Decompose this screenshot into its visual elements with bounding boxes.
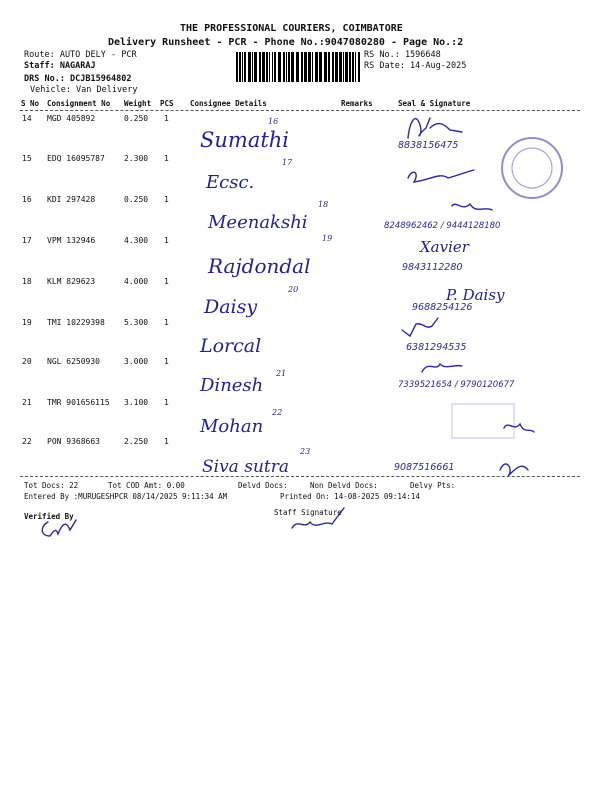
drs-label: DRS No.: DCJB15964802 <box>24 74 132 84</box>
handwritten-phone: 8838156475 <box>398 140 459 151</box>
rs-date: RS Date: 14-Aug-2025 <box>364 61 467 71</box>
handwritten-serial: 21 <box>276 369 287 378</box>
handwritten-name: Rajdondal <box>208 254 311 278</box>
handwritten-signature: P. Daisy <box>446 286 505 304</box>
signature-scribble <box>408 170 474 182</box>
faded-stamp-icon <box>452 404 514 438</box>
col-seal-signature: Seal & Signature <box>398 99 471 108</box>
signature-scribble <box>504 424 534 432</box>
signature-scribble <box>402 318 438 336</box>
row-pcs: 1 <box>164 195 169 204</box>
handwritten-serial: 17 <box>282 158 293 167</box>
printed-on: Printed On: 14-08-2025 09:14:14 <box>280 492 420 501</box>
seal-stamp-icon <box>502 138 562 198</box>
row-pcs: 1 <box>164 236 169 245</box>
row-pcs: 1 <box>164 437 169 446</box>
tot-docs: Tot Docs: 22 <box>24 481 79 490</box>
runsheet-subtitle: Delivery Runsheet - PCR - Phone No.:9047080280 - Page No.:2 <box>108 37 464 48</box>
handwritten-name: Lorcal <box>200 335 262 357</box>
row-consignment-no: VPM 132946 <box>47 236 96 245</box>
row-sno: 16 <box>22 195 32 204</box>
handwritten-serial: 22 <box>272 408 283 417</box>
row-sno: 14 <box>22 114 32 123</box>
delivered-docs: Delvd Docs: <box>238 481 288 490</box>
handwritten-name: Dinesh <box>200 375 264 396</box>
handwritten-name: Siva sutra <box>202 457 289 477</box>
row-weight: 5.300 <box>124 318 149 327</box>
row-weight: 3.100 <box>124 398 149 407</box>
footer-divider <box>20 476 580 477</box>
handwritten-phone: 9843112280 <box>402 262 463 273</box>
vehicle-label: Vehicle: Van Delivery <box>30 85 138 95</box>
handwritten-serial: 20 <box>288 285 299 294</box>
company-title: THE PROFESSIONAL COURIERS, COIMBATORE <box>180 23 403 34</box>
row-pcs: 1 <box>164 277 169 286</box>
handwritten-phone: 8248962462 / 9444128180 <box>384 221 501 231</box>
signature-scribble <box>42 520 76 536</box>
row-sno: 19 <box>22 318 32 327</box>
signature-scribble <box>452 204 492 210</box>
row-pcs: 1 <box>164 114 169 123</box>
row-consignment-no: EDQ 16095787 <box>47 154 105 163</box>
row-consignment-no: TMI 10229398 <box>47 318 105 327</box>
row-consignment-no: NGL 6250930 <box>47 357 100 366</box>
non-delivered-docs: Non Delvd Docs: <box>310 481 378 490</box>
row-weight: 3.000 <box>124 357 149 366</box>
handwritten-serial: 19 <box>322 234 333 243</box>
handwritten-name: Daisy <box>204 296 258 318</box>
col-weight: Weight <box>124 99 152 108</box>
signature-scribble <box>408 118 462 138</box>
handwritten-serial: 23 <box>300 447 311 456</box>
handwritten-phone: 6381294535 <box>406 342 467 353</box>
row-sno: 17 <box>22 236 32 245</box>
row-weight: 0.250 <box>124 114 149 123</box>
handwritten-signature: Xavier <box>420 238 469 256</box>
row-consignment-no: PON 9368663 <box>47 437 100 446</box>
row-weight: 2.250 <box>124 437 149 446</box>
row-weight: 4.000 <box>124 277 149 286</box>
row-consignment-no: MGD 405892 <box>47 114 96 123</box>
row-pcs: 1 <box>164 398 169 407</box>
handwritten-name: Meenakshi <box>208 212 308 233</box>
col-consignee: Consignee Details <box>190 99 267 108</box>
col-pcs: PCS <box>160 99 174 108</box>
signature-scribble <box>500 464 528 476</box>
staff-signature-label: Staff Signature <box>274 508 342 517</box>
row-sno: 20 <box>22 357 32 366</box>
row-consignment-no: KLM 829623 <box>47 277 96 286</box>
verified-by-label: Verified By <box>24 512 74 521</box>
row-weight: 0.250 <box>124 195 149 204</box>
row-sno: 21 <box>22 398 32 407</box>
row-pcs: 1 <box>164 318 169 327</box>
handwritten-serial: 18 <box>318 200 329 209</box>
rs-number: RS No.: 1596648 <box>364 50 441 60</box>
handwritten-name: Mohan <box>200 416 264 437</box>
signature-scribble <box>422 364 462 372</box>
handwritten-serial: 16 <box>268 117 279 126</box>
delivery-points: Delvy Pts: <box>410 481 456 490</box>
row-sno: 18 <box>22 277 32 286</box>
row-sno: 15 <box>22 154 32 163</box>
handwritten-name: Sumathi <box>200 128 290 152</box>
handwritten-phone: 9087516661 <box>394 462 455 473</box>
staff-label: Staff: NAGARAJ <box>24 61 96 71</box>
col-remarks: Remarks <box>341 99 373 108</box>
handwritten-phone: 9688254126 <box>412 302 473 313</box>
col-sno: S No <box>21 99 40 108</box>
handwritten-phone: 7339521654 / 9790120677 <box>398 380 515 390</box>
route-label: Route: AUTO DELY - PCR <box>24 50 137 60</box>
row-weight: 2.300 <box>124 154 149 163</box>
row-pcs: 1 <box>164 154 169 163</box>
row-weight: 4.300 <box>124 236 149 245</box>
tot-cod-amount: Tot COD Amt: 0.00 <box>108 481 185 490</box>
row-sno: 22 <box>22 437 32 446</box>
entered-by: Entered By :MURUGESHPCR 08/14/2025 9:11:34 AM <box>24 492 228 501</box>
handwritten-name: Ecsc. <box>206 172 255 193</box>
row-consignment-no: TMR 901656115 <box>47 398 110 407</box>
row-consignment-no: KDI 297428 <box>47 195 96 204</box>
row-pcs: 1 <box>164 357 169 366</box>
col-consignment: Consignment No <box>47 99 111 108</box>
